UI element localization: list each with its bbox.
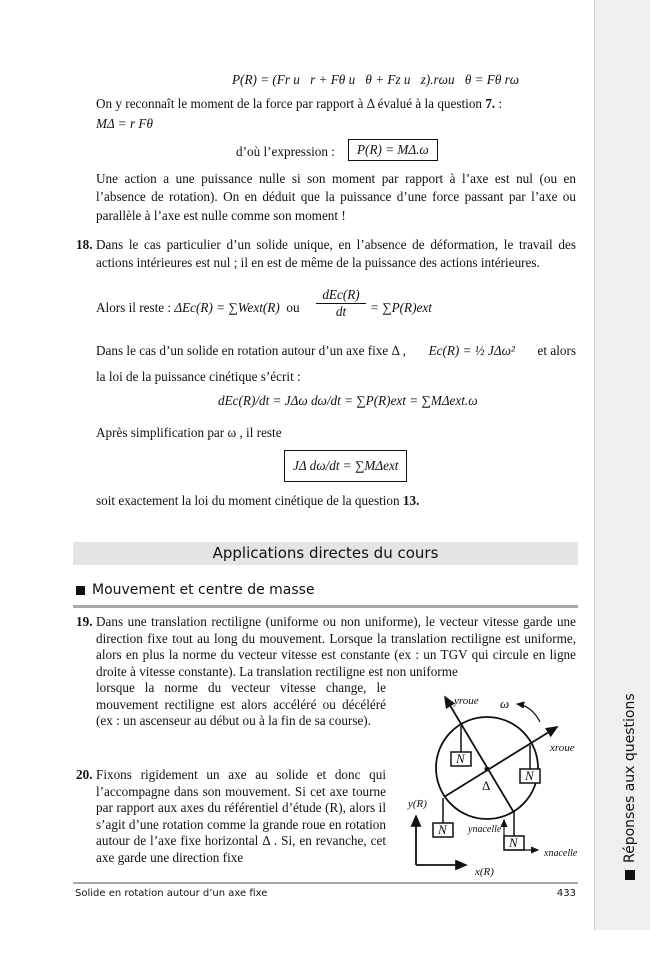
equation-power: P(R) = (Fr u⃗r + Fθ u⃗θ + Fz u⃗z).rωu⃗θ = Fθ rω bbox=[232, 72, 520, 87]
q19-text-full: Dans une translation rectiligne (uniforme ou non uniforme), le vecteur vitesse garde une direction fixe tout au long du mouvement. Lorsque la translation rectiligne est uniforme, alors en plus la norme du vecteur vitesse est constante (ex : un TGV qui circule en ligne droite à vitesse constante). La translation rectiligne est non uniforme bbox=[96, 614, 576, 679]
q18-intro: Dans le cas particulier d’un solide unique, en l’absence de déformation, le travail des actions intérieures est nul ; il en est de même de la puissance des actions intérieures. bbox=[96, 237, 576, 271]
equation-energy: ΔEc(R) = ∑Wext(R) bbox=[174, 300, 280, 315]
square-bullet-icon bbox=[625, 870, 635, 880]
label-x-roue: xroue bbox=[550, 742, 575, 754]
or-label: ou bbox=[286, 300, 300, 315]
conclusion-text: soit exactement la loi du moment cinétique de la question bbox=[96, 493, 400, 508]
label-y-roue: yroue bbox=[454, 695, 479, 707]
label-nacelle: N bbox=[438, 822, 447, 837]
question-ref: 7. bbox=[485, 96, 496, 111]
q19-text-narrow: lorsque la norme du vecteur vitesse change, le mouvement rectiligne est alors accéléré ou décéléré (ex : un ascenseur au début ou à la fin de sa course). bbox=[96, 680, 386, 729]
question-ref: 13. bbox=[402, 493, 420, 508]
square-bullet-icon bbox=[76, 586, 85, 595]
punct: : bbox=[495, 96, 503, 111]
q18-rotation-line bbox=[96, 343, 576, 359]
fraction-numerator: dEc(R) bbox=[316, 287, 366, 304]
question-number-20: 20. bbox=[76, 767, 93, 782]
question-number-18: 18. bbox=[76, 237, 93, 252]
label-delta: Δ bbox=[482, 778, 491, 793]
fraction-deriv bbox=[316, 287, 366, 320]
label-y-R: y(R) bbox=[408, 798, 427, 810]
boxed-equation-power: P(R) = MΔ.ω bbox=[348, 139, 438, 161]
question-number-19: 19. bbox=[76, 614, 93, 629]
label-x-R: x(R) bbox=[475, 866, 494, 878]
subsection-rule bbox=[73, 605, 578, 608]
rotation-text: Dans le cas d’un solide en rotation autour d’un axe fixe Δ , bbox=[96, 343, 406, 358]
equation-law: dEc(R)/dt = JΔω dω/dt = ∑P(R)ext = ∑MΔext.ω bbox=[218, 393, 478, 408]
paragraph-null-power: Une action a une puissance nulle si son moment par rapport à l’axe est nul (ou en l’absence de rotation). On en déduit que la puissance d’une force passant par l’axe ou parallèle à l’axe est nulle comme son moment ! bbox=[96, 171, 576, 223]
paragraph-recognize bbox=[96, 95, 576, 113]
equation-kinetic: Ec(R) = ½ JΔω² bbox=[428, 343, 515, 358]
equation-deriv-rhs: = ∑P(R)ext bbox=[370, 300, 432, 315]
side-tab-label bbox=[622, 693, 638, 880]
simplify-text: Après simplification par ω , il reste bbox=[96, 425, 282, 440]
page-number: 433 bbox=[556, 888, 576, 899]
boxed-equation-final: JΔ dω/dt = ∑MΔext bbox=[284, 450, 407, 482]
footer-chapter: Solide en rotation autour d’un axe fixe bbox=[75, 888, 268, 899]
label-nacelle: N bbox=[509, 835, 518, 850]
side-tab bbox=[594, 0, 650, 930]
label-nacelle: N bbox=[456, 751, 465, 766]
q18-remains-line bbox=[96, 300, 303, 316]
section-title: Applications directes du cours bbox=[73, 542, 578, 565]
rotation-arrow-icon bbox=[517, 704, 540, 722]
label-omega: ω bbox=[500, 696, 510, 711]
axis-center bbox=[485, 767, 490, 772]
footer-rule bbox=[73, 882, 578, 884]
rotation-end: et alors bbox=[537, 343, 576, 358]
side-tab-text: Réponses aux questions bbox=[622, 693, 638, 863]
fraction-denominator: dt bbox=[335, 304, 347, 319]
label-nacelle: N bbox=[525, 768, 534, 783]
label-x-nacelle: xnacelle bbox=[544, 848, 578, 859]
equation-moment: MΔ = r Fθ bbox=[96, 116, 153, 131]
law-text: la loi de la puissance cinétique s’écrit : bbox=[96, 369, 301, 384]
q18-conclusion bbox=[96, 493, 419, 509]
expression-label: d’où l’expression : bbox=[236, 144, 335, 159]
ferris-wheel-figure bbox=[400, 680, 590, 880]
q20-text: Fixons rigidement un axe au solide et donc qui l’accompagne dans son mouvement. Si cet axe tourne par rapport aux axes du référentiel d’étude (R), alors il s’agit d’une rotation comme la grande roue en rotation autour de l’axe fixe horizontal Δ . Si, en revanche, cet axe garde une direction fixe bbox=[96, 767, 386, 865]
subsection-heading bbox=[76, 582, 315, 598]
subsection-title: Mouvement et centre de masse bbox=[92, 582, 315, 598]
recognize-text: On y reconnaît le moment de la force par rapport à Δ évalué à la question bbox=[96, 96, 483, 111]
remains-label: Alors il reste : bbox=[96, 300, 172, 315]
label-y-nacelle: ynacelle bbox=[468, 824, 502, 835]
